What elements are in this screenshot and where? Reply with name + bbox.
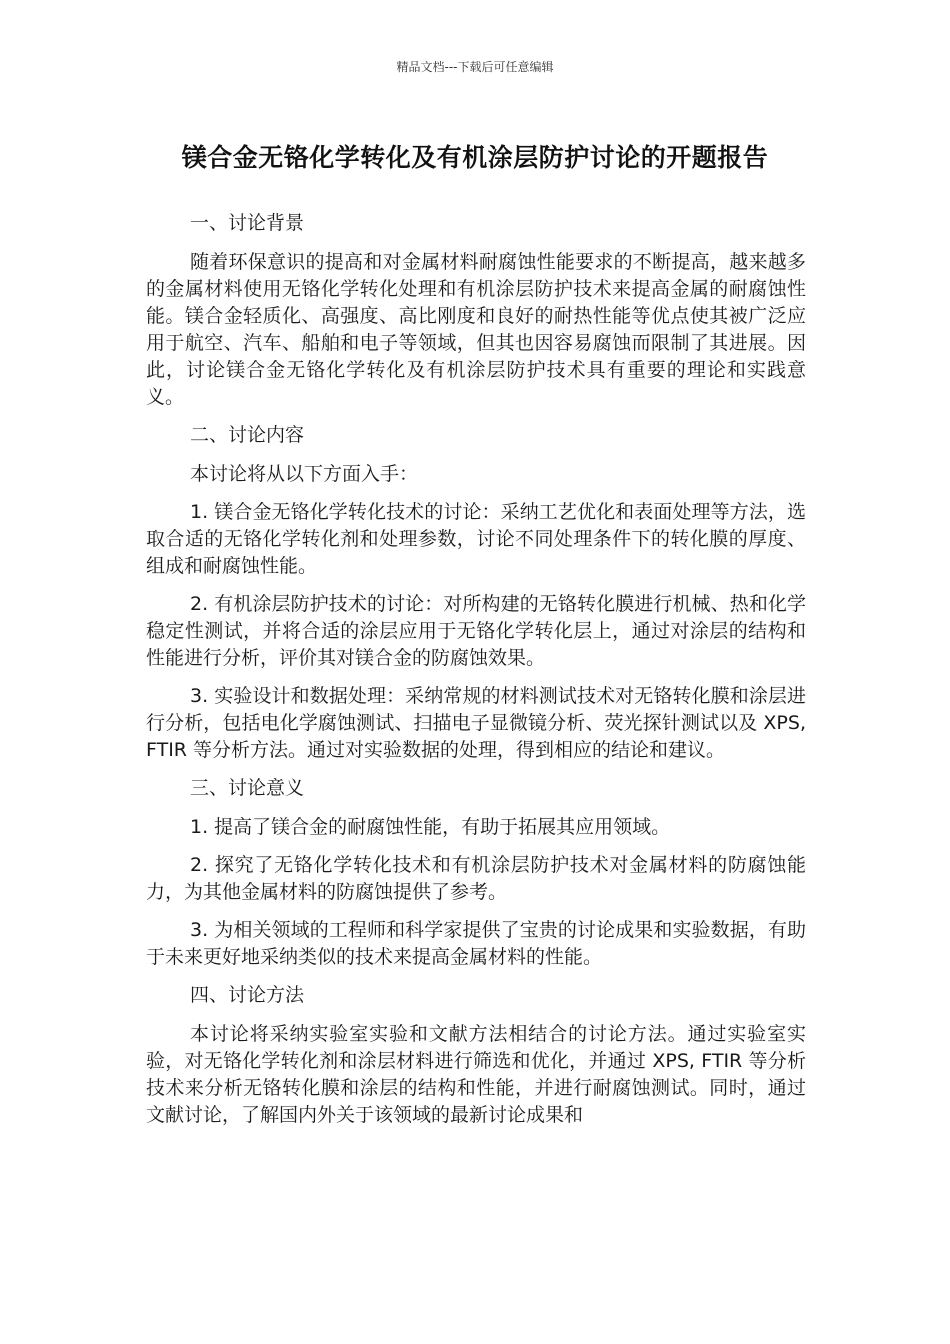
header-note: 精品文档---下载后可任意编辑	[396, 60, 554, 74]
list-item-significance-2: 2. 探究了无铬化学转化技术和有机涂层防护技术对金属材料的防腐蚀能力，为其他金属材料的防腐蚀提供了参考。	[146, 854, 806, 903]
list-item-significance-1: 1. 提高了镁合金的耐腐蚀性能，有助于拓展其应用领域。	[190, 816, 671, 838]
list-item-content-2: 2. 有机涂层防护技术的讨论：对所构建的无铬转化膜进行机械、热和化学稳定性测试，并将合适的涂层应用于无铬化学转化层上，通过对涂层的结构和性能进行分析，评价其对镁合金的防腐蚀效果。	[146, 593, 806, 669]
list-item-significance-3: 3. 为相关领域的工程师和科学家提供了宝贵的讨论成果和实验数据，有助于未来更好地采纳类似的技术来提高金属材料的性能。	[146, 919, 806, 968]
section-heading-method: 四、讨论方法	[190, 984, 305, 1006]
document-body	[146, 210, 806, 1140]
document-title: 镁合金无铬化学转化及有机涂层防护讨论的开题报告	[181, 143, 769, 172]
list-item-content-3: 3. 实验设计和数据处理：采纳常规的材料测试技术对无铬转化膜和涂层进行分析，包括电化学腐蚀测试、扫描电子显微镜分析、荧光探针测试以及 XPS, FTIR 等分析方法。通过对实验数据的处理，得到相应的结论和建议。	[146, 685, 806, 761]
section-heading-significance: 三、讨论意义	[190, 777, 305, 799]
paragraph-background: 随着环保意识的提高和对金属材料耐腐蚀性能要求的不断提高，越来越多的金属材料使用无铬化学转化处理和有机涂层防护技术来提高金属的耐腐蚀性能。镁合金轻质化、高强度、高比刚度和良好的耐热性能等优点使其被广泛应用于航空、汽车、船舶和电子等领域，但其也因容易腐蚀而限制了其进展。因此，讨论镁合金无铬化学转化及有机涂层防护技术具有重要的理论和实践意义。	[146, 251, 806, 408]
paragraph-method: 本讨论将采纳实验室实验和文献方法相结合的讨论方法。通过实验室实验，对无铬化学转化剂和涂层材料进行筛选和优化，并通过 XPS, FTIR 等分析技术来分析无铬转化膜和涂层的结构和性能，并进行耐腐蚀测试。同时，通过文献讨论，了解国内外关于该领域的最新讨论成果和	[146, 1023, 806, 1126]
paragraph-content-intro: 本讨论将从以下方面入手：	[190, 463, 419, 485]
section-heading-background: 一、讨论背景	[190, 212, 305, 234]
list-item-content-1: 1. 镁合金无铬化学转化技术的讨论：采纳工艺优化和表面处理等方法，选取合适的无铬化学转化剂和处理参数，讨论不同处理条件下的转化膜的厚度、组成和耐腐蚀性能。	[146, 501, 806, 577]
section-heading-content: 二、讨论内容	[190, 424, 305, 446]
